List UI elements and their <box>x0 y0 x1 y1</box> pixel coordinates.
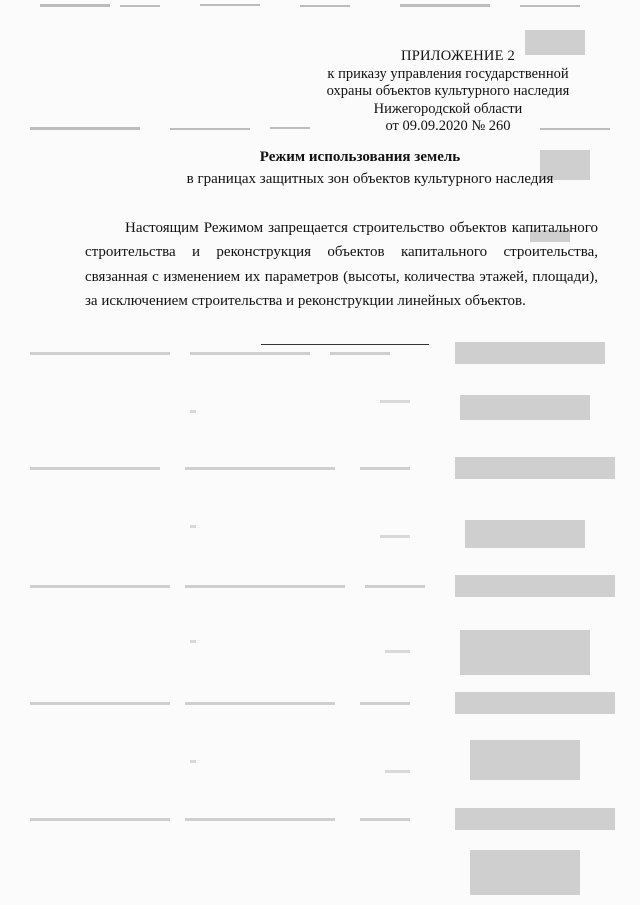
separator-line <box>261 344 429 345</box>
appendix-block <box>298 48 598 136</box>
document-subtitle: в границах защитных зон объектов культурного наследия <box>186 171 554 187</box>
appendix-line: охраны объектов культурного наследия <box>326 83 570 99</box>
body-paragraph: Настоящим Режимом запрещается строительство объектов капитального строительства и реконструкция объектов капитального строительства, связанная с изменением их параметров (высоты, количества этажей, площади), за исключением строительства и реконструкции линейных объектов. <box>85 220 598 309</box>
document-title: Режим использования земель <box>259 149 461 165</box>
appendix-date-line: от 09.09.2020 № 260 <box>385 118 511 134</box>
appendix-line: к приказу управления государственной <box>327 65 569 82</box>
document-heading <box>60 148 640 188</box>
appendix-title: ПРИЛОЖЕНИЕ 2 <box>401 48 515 64</box>
appendix-line: Нижегородской области <box>373 100 523 117</box>
